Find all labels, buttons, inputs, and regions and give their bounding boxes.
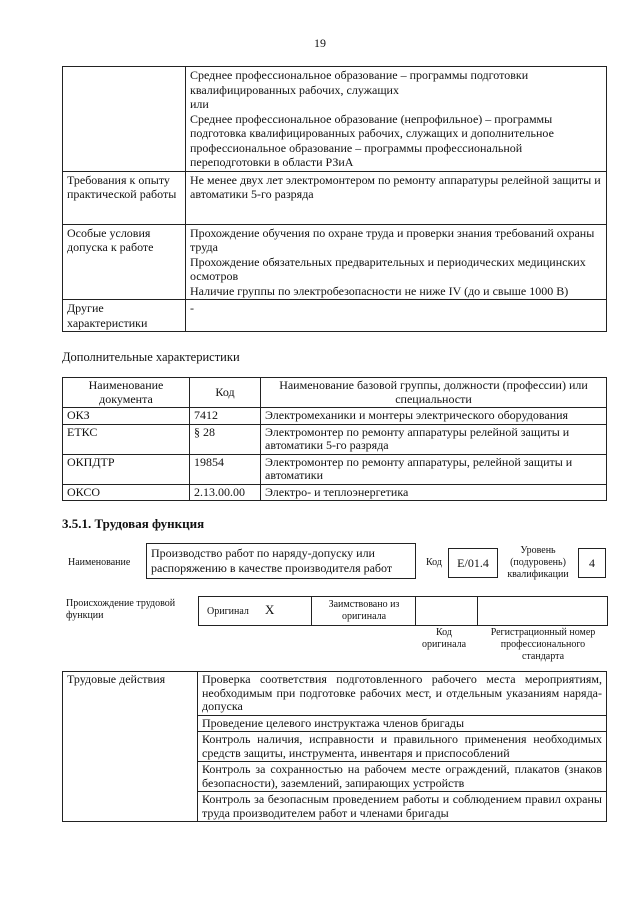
row-content (186, 224, 607, 300)
column-header: Код (190, 378, 261, 408)
function-name-box (146, 543, 416, 579)
column-header: Наименование базовой группы, должности (профессии) или специальности (261, 378, 607, 408)
code-value: E/01.4 (457, 556, 489, 570)
name-cell: Электромонтер по ремонту аппаратуры релейной защиты и автоматики 5-го разряда (261, 424, 607, 454)
action-item: Контроль за безопасным проведением работы и соблюдением правил охраны труда производителем работ и членами бригады (198, 792, 607, 822)
origin-label: Происхождение трудовой функции (66, 598, 176, 621)
action-item: Контроль наличия, исправности и правильного применения необходимых средств защиты, инструмента, инвентаря и приспособлений (198, 732, 607, 762)
section-title: Дополнительные характеристики (62, 350, 240, 364)
row-content (186, 300, 607, 332)
content-line: Среднее профессиональное образование (непрофильное) – программы подготовка квалифицированных рабочих, служащих и дополнительное профессиональное образование – программы профессиональной переподготовки в области РЗиА (190, 111, 554, 169)
table-row (63, 424, 607, 454)
row-content (186, 171, 607, 224)
function-heading: 3.5.1. Трудовая функция (62, 516, 205, 531)
table-row (63, 224, 607, 300)
name-cell: Электромонтер по ремонту аппаратуры, релейной защиты и автоматики (261, 454, 607, 484)
table-row (63, 454, 607, 484)
table-row (63, 171, 607, 224)
additional-table (62, 377, 607, 501)
action-item: Контроль за сохранностью на рабочем месте ограждений, плакатов (знаков безопасности), заземлений, запирающих устройств (198, 762, 607, 792)
table-header-row (63, 378, 607, 408)
code-cell: 2.13.00.00 (190, 484, 261, 501)
row-label (63, 67, 186, 172)
original-label: Оригинал (207, 606, 249, 617)
code-label: Код (426, 557, 442, 568)
row-label: Другие характеристики (63, 300, 186, 332)
name-cell: Электро- и теплоэнергетика (261, 484, 607, 501)
actions-label: Трудовые действия (63, 672, 198, 822)
doc-cell: ОКПДТР (63, 454, 190, 484)
content-line: Прохождение обязательных предварительных и периодических медицинских осмотров (190, 254, 586, 283)
row-content (186, 67, 607, 172)
code-original-label: Код оригинала (421, 627, 467, 650)
action-item: Проверка соответствия подготовленного рабочего места мероприятиям, необходимым при подготовке рабочих мест, и отдельным указаниям наряда-допуска (198, 672, 607, 716)
row-label: Требования к опыту практической работы (63, 171, 186, 224)
doc-cell: ОКЗ (63, 408, 190, 425)
column-header: Наименование документа (63, 378, 190, 408)
code-box (448, 548, 498, 578)
level-box (578, 548, 606, 578)
doc-cell: ЕТКС (63, 424, 190, 454)
action-item: Проведение целевого инструктажа членов бригады (198, 715, 607, 732)
original-mark: X (265, 602, 275, 617)
code-cell: § 28 (190, 424, 261, 454)
table-row (63, 408, 607, 425)
table-row (63, 484, 607, 501)
requirements-table (62, 66, 607, 332)
table-row (63, 300, 607, 332)
row-label: Особые условия допуска к работе (63, 224, 186, 300)
borrowed-label: Заимствовано из оригинала (328, 599, 400, 622)
content-line: Наличие группы по электробезопасности не ниже IV (до и свыше 1000 В) (190, 283, 569, 298)
reg-number-label: Регистрационный номер профессионального стандарта (490, 627, 596, 662)
content-line: Среднее профессиональное образование – программы подготовки квалифицированных рабочих, служащих (190, 68, 529, 97)
content-line: или (190, 97, 209, 111)
content-line: Не менее двух лет электромонтером по ремонту аппаратуры релейной защиты и автоматики 5-го разряда (190, 172, 601, 201)
code-cell: 7412 (190, 408, 261, 425)
table-row (63, 67, 607, 172)
origin-box (198, 596, 608, 626)
doc-cell: ОКСО (63, 484, 190, 501)
code-cell: 19854 (190, 454, 261, 484)
content-line: Прохождение обучения по охране труда и проверки знания требований охраны труда (190, 225, 595, 254)
name-label: Наименование (68, 557, 131, 568)
level-value: 4 (589, 556, 595, 570)
name-cell: Электромеханики и монтеры электрического оборудования (261, 408, 607, 425)
level-label: Уровень (подуровень) квалификации (507, 545, 569, 580)
content-line: - (190, 301, 194, 315)
page-number: 19 (314, 36, 326, 50)
function-name-value: Производство работ по наряду-допуску или распоряжению в качестве производителя работ (151, 546, 393, 575)
actions-table (62, 671, 607, 822)
table-row (63, 672, 607, 716)
